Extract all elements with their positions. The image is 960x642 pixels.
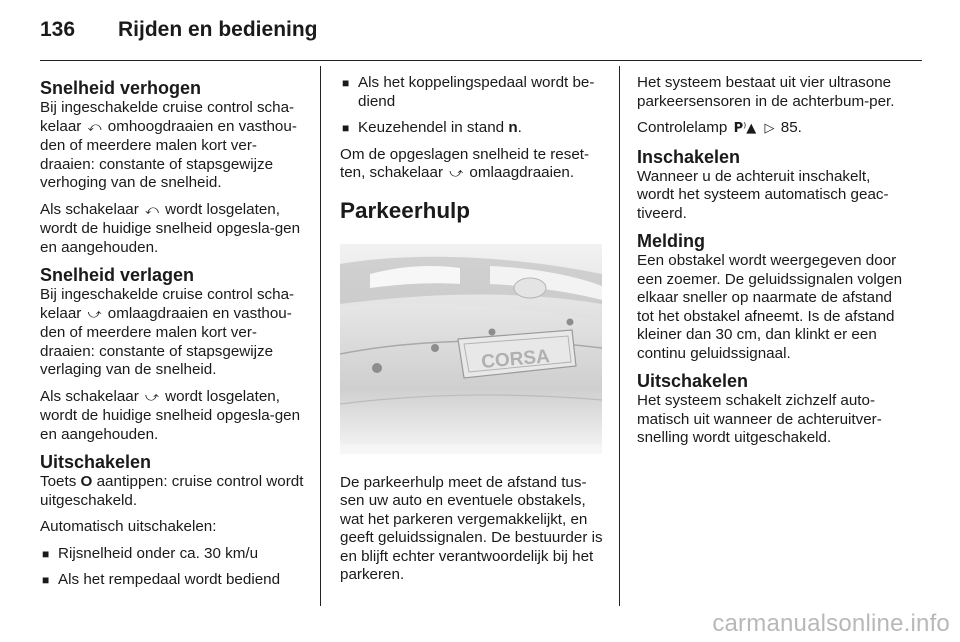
- paragraph: Bij ingeschakelde cruise control scha-kelaar ⤺ omhoogdraaien en vasthou-den of meerdere malen kort ver-draaien: constante of stapsgewijze verhoging van de snelheid.: [40, 99, 297, 191]
- paragraph: De parkeerhulp meet de afstand tus-sen uw auto en eventuele obstakels, wat het parkeren vergemakkelijkt, en geeft geluidssignalen. De bestuurder is en blijft echter verantwoordelijk bij het parkeren.: [340, 473, 603, 583]
- section-heading: Inschakelen: [637, 146, 741, 167]
- paragraph: Toets O aantippen: cruise control wordt uitgeschakeld.: [40, 473, 304, 509]
- chapter-title: Rijden en bediening: [118, 18, 318, 41]
- list-item: ■ Rijsnelheid onder ca. 30 km/u: [40, 545, 308, 564]
- column-1: [40, 74, 308, 598]
- car-rear-photo: [340, 244, 602, 454]
- paragraph: Als schakelaar ⤻ wordt losgelaten, wordt de huidige snelheid opgesla-gen en aangehouden.: [40, 387, 301, 443]
- page-header: [40, 14, 920, 50]
- column-divider: [619, 66, 620, 606]
- page-reference-icon: ▷: [764, 121, 775, 136]
- paragraph: Om de opgeslagen snelheid te reset-ten, schakelaar ⤻ omlaagdraaien.: [340, 145, 590, 181]
- license-plate-text: CORSA: [480, 346, 551, 373]
- paragraph: Het systeem schakelt zichzelf auto-matisch uit wanneer de achteruitver-snelling wordt uitgeschakeld.: [637, 392, 882, 446]
- list-item: ■ Als het koppelingspedaal wordt be-diend: [340, 74, 604, 111]
- switch-up-icon: ⤺: [145, 202, 159, 218]
- header-rule: [40, 60, 922, 61]
- column-divider: [320, 66, 321, 606]
- section-heading: Melding: [637, 231, 705, 251]
- button-o-symbol: O: [80, 473, 93, 490]
- column-2: [340, 74, 604, 593]
- section-heading: Snelheid verhogen: [40, 78, 202, 98]
- parking-sensor: [489, 329, 496, 336]
- list-item: ■ Als het rempedaal wordt bediend: [40, 571, 308, 590]
- switch-down-icon: ⤻: [145, 389, 159, 405]
- section-heading: Uitschakelen: [637, 371, 749, 391]
- paragraph: Een obstakel wordt weergegeven door een zoemer. De geluidssignalen volgen elkaar sneller op naarmate de afstand tot het obstakel afneemt. Is de afstand kleiner dan 30 cm, dan klinkt er een continu geluidssignaal.: [637, 252, 903, 362]
- paragraph: Automatisch uitschakelen:: [40, 518, 217, 535]
- switch-down-icon: ⤻: [87, 306, 102, 322]
- parking-sensor: [372, 363, 382, 373]
- switch-up-icon: ⤺: [87, 119, 102, 135]
- column-3: [637, 74, 905, 456]
- bullet-list: [40, 545, 308, 590]
- paragraph: Het systeem bestaat uit vier ultrasone parkeersensoren in de achterbum-per.: [637, 74, 895, 110]
- bullet-list: [340, 74, 604, 138]
- section-heading: Snelheid verlagen: [40, 265, 195, 285]
- paragraph: Wanneer u de achteruit inschakelt, wordt het systeem automatisch geac-tiveerd.: [637, 167, 889, 222]
- list-item: ■ Keuzehendel in stand n.: [340, 119, 604, 138]
- section-heading: Uitschakelen: [40, 452, 152, 472]
- paragraph: Bij ingeschakelde cruise control scha-kelaar ⤻ omlaagdraaien en vasthou-den of meerdere malen kort ver-draaien: constante of stapsgewijze verlaging van de snelheid.: [40, 286, 295, 378]
- parking-sensor: [431, 344, 439, 352]
- switch-down-icon: ⤻: [449, 166, 464, 181]
- watermark: carmanualsonline.info: [712, 610, 950, 637]
- section-title: Parkeerhulp: [340, 197, 471, 223]
- page-number: 136: [40, 18, 76, 41]
- paragraph: Controlelamp P⁾▲ ▷ 85.: [637, 119, 802, 136]
- parking-sensor: [567, 319, 574, 326]
- paragraph: Als schakelaar ⤺ wordt losgelaten, wordt de huidige snelheid opgesla-gen en aangehouden.: [40, 200, 301, 256]
- parking-assist-lamp-icon: P⁾▲: [733, 121, 757, 136]
